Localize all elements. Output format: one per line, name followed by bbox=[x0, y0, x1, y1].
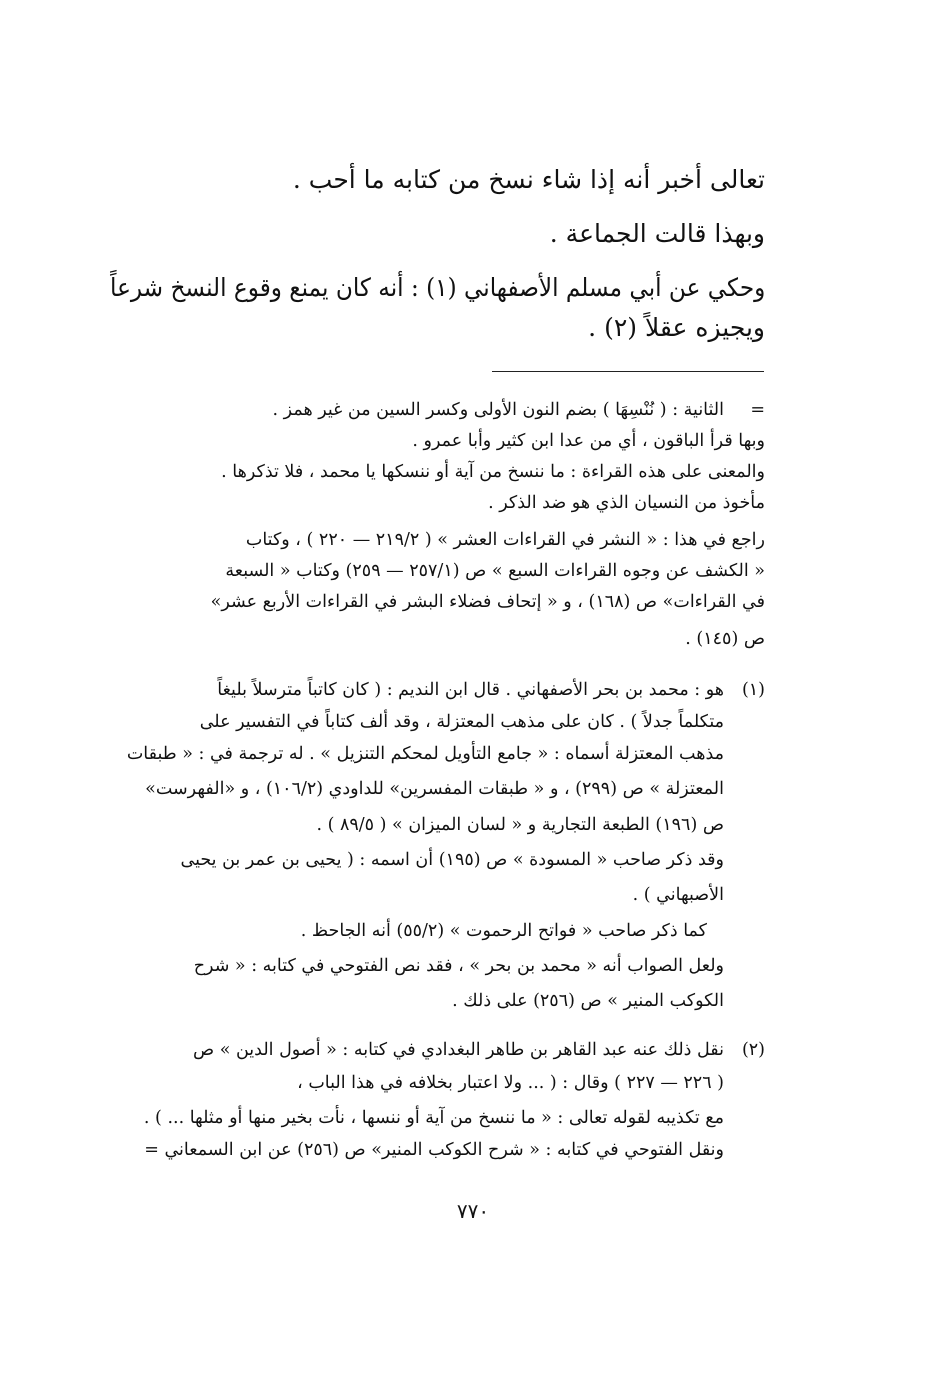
footnote-separator bbox=[492, 371, 764, 372]
footnote-line: ( ٢٢٦ — ٢٢٧ ) وقال : ( ... ولا اعتبار بخلافه في هذا الباب ، bbox=[297, 1073, 724, 1093]
footnote-line: ونقل الفتوحي في كتابه : « شرح الكوكب المنير» ص (٢٥٦) عن ابن السمعاني = bbox=[144, 1140, 724, 1160]
footnote-line: المعتزلة » ص (٢٩٩) ، و « طبقات المفسرين» للداودي (١٠٦/٢) ، و «الفهرست» bbox=[145, 779, 724, 799]
footnote-line: ولعل الصواب أنه « محمد بن بحر » ، فقد نص الفتوحي في كتابه : « شرح bbox=[193, 956, 724, 976]
footnote-marker-1: (١) bbox=[741, 680, 765, 700]
footnote-line: نقل ذلك عنه عبد القاهر بن طاهر البغدادي في كتابه : « أصول الدين » ص bbox=[192, 1040, 724, 1060]
footnote-line: « الكشف عن وجوه القراءات السبع » ص (٢٥٧/١ — ٢٥٩) وكتاب « السبعة bbox=[225, 561, 765, 581]
footnote-line: كما ذكر صاحب « فواتح الرحموت » (٥٥/٢) أنه الجاحظ . bbox=[300, 921, 707, 941]
footnote-line: مع تكذيبه لقوله تعالى : « ما ننسخ من آية أو ننسها ، نأت بخير منها أو مثلها ... ) . bbox=[143, 1108, 724, 1128]
page-number: ٧٧٠ bbox=[456, 1199, 490, 1223]
footnote-line: والمعنى على هذه القراءة : ما ننسخ من آية أو ننسكها يا محمد ، فلا تذكرها . bbox=[221, 462, 765, 482]
footnote-marker-2: (٢) bbox=[741, 1040, 765, 1060]
footnote-line: ص (١٩٦) الطبعة التجارية و « لسان الميزان » ( ٨٩/٥ ) . bbox=[316, 815, 724, 835]
footnote-line: وبها قرأ الباقون ، أي من عدا ابن كثير وأبا عمرو . bbox=[412, 431, 765, 451]
footnote-line: هو : محمد بن بحر الأصفهاني . قال ابن النديم : ( كان كاتباً مترسلاً بليغاً bbox=[217, 680, 724, 700]
footnote-marker-continuation: = bbox=[750, 400, 765, 420]
footnote-line: في القراءات» ص (١٦٨) ، و « إتحاف فضلاء البشر في القراءات الأربع عشر» bbox=[210, 592, 765, 612]
footnote-line: مأخوذ من النسيان الذي هو ضد الذكر . bbox=[488, 493, 765, 513]
footnote-line: ص (١٤٥) . bbox=[685, 629, 765, 649]
main-line: تعالى أخبر أنه إذا شاء نسخ من كتابه ما أحب . bbox=[292, 165, 765, 194]
footnote-line: راجع في هذا : « النشر في القراءات العشر » ( ٢١٩/٢ — ٢٢٠ ) ، وكتاب bbox=[245, 530, 765, 550]
main-line: وبهذا قالت الجماعة . bbox=[549, 219, 765, 248]
footnote-line: مذهب المعتزلة أسماه : « جامع التأويل لمحكم التنزيل » . له ترجمة في : « طبقات bbox=[126, 744, 724, 764]
main-line: ويجيزه عقلاً (٢) . bbox=[588, 313, 765, 342]
footnote-line: الثانية : ( نُنْسِهَا ) بضم النون الأولى وكسر السين من غير همز . bbox=[272, 400, 724, 420]
footnote-line: متكلماً جدلاً ) . كان على مذهب المعتزلة ، وقد ألف كتاباً في التفسير على bbox=[199, 712, 724, 732]
main-line: وحكي عن أبي مسلم الأصفهاني (١) : أنه كان يمنع وقوع النسخ شرعاً bbox=[109, 273, 765, 302]
footnote-line: وقد ذكر صاحب « المسودة » ص (١٩٥) أن اسمه : ( يحيى بن عمر بن يحيى bbox=[180, 850, 724, 870]
footnote-line: الأصبهاني ) . bbox=[632, 885, 724, 905]
footnote-line: الكوكب المنير » ص (٢٥٦) على ذلك . bbox=[452, 991, 724, 1011]
